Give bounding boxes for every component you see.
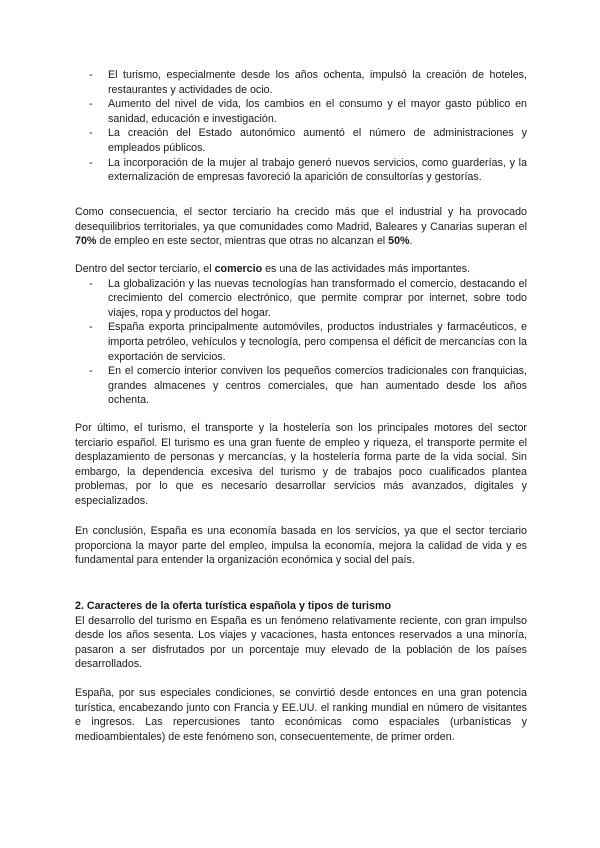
list-item: - La globalización y las nuevas tecnologías han transformado el comercio, destacando el crecimiento del comercio electrónico, que permite comprar por internet, sobre todo viajes, ropa y productos del hogar. xyxy=(108,277,527,321)
paragraph-comercio: Dentro del sector terciario, el comercio es una de las actividades más importantes. - La globalización y las nuevas tecnologías han transformado el comercio, destacando el crecimiento del comercio electrónico, que permite comprar por internet, sobre todo viajes, ropa y productos del hogar. - España exporta principalmente automóviles, productos industriales y farmacéuticos, e importa petróleo, vehículos y tecnología, pero compensa el déficit de mercancías con la exportación de servicios. - En el comercio interior conviven los pequeños comercios tradicionales con franquicias, grandes almacenes y centros comerciales, que han aumentado desde los años ochenta. xyxy=(75,262,527,408)
highlight-70: 70% xyxy=(75,235,97,248)
paragraph-desarrollo: El desarrollo del turismo en España es un fenómeno relativamente reciente, con gran impulso desde los años sesenta. Los viajes y vacaciones, hasta entonces reservados a una minoría, pasaron a ser disfrutados por un porcentaje muy elevado de la población de los países desarrollados. xyxy=(75,614,527,671)
section-heading: 2. Caracteres de la oferta turística española y tipos de turismo xyxy=(75,600,391,612)
list-item: - En el comercio interior conviven los pequeños comercios tradicionales con franquicias, grandes almacenes y centros comerciales, que han aumentado desde los años ochenta. xyxy=(108,364,527,408)
paragraph-turismo: Por último, el turismo, el transporte y la hostelería son los principales motores del sector terciario español. El turismo es una gran fuente de empleo y riqueza, el transporte permite el desplazamiento de personas y mercancías, y la hostelería forma parte de la vida social. Sin embargo, la dependencia excesiva del turismo y de trabajos poco cualificados plantea problemas, por lo que es necesario desarrollar servicios más avanzados, digitales y especializados. xyxy=(75,422,527,507)
list-item: - El turismo, especialmente desde los años ochenta, impulsó la creación de hoteles, restaurantes y actividades de ocio. xyxy=(108,68,527,97)
list-item: - La creación del Estado autonómico aumentó el número de administraciones y empleados públicos. xyxy=(108,126,527,155)
paragraph-consecuencia: Como consecuencia, el sector terciario ha crecido más que el industrial y ha provocado desequilibrios territoriales, ya que comunidades como Madrid, Baleares y Canarias superan el 70% de empleo en este sector, mientras que otras no alcanzan el 50%. xyxy=(75,206,527,248)
highlight-comercio: comercio xyxy=(214,263,263,275)
section-2 xyxy=(75,599,527,672)
bullet-list-causes xyxy=(75,68,527,185)
list-item: - La incorporación de la mujer al trabajo generó nuevos servicios, como guarderías, y la externalización de empresas favoreció la aparición de consultorías y gestorías. xyxy=(108,156,527,185)
list-item: - España exporta principalmente automóviles, productos industriales y farmacéuticos, e importa petróleo, vehículos y tecnología, pero compensa el déficit de mercancías con la exportación de servicios. xyxy=(108,320,527,364)
paragraph-espana: España, por sus especiales condiciones, se convirtió desde entonces en una gran potencia turística, encabezando junto con Francia y EE.UU. el ranking mundial en número de visitantes e ingresos. Las repercusiones tanto económicas como espaciales (urbanísticas y medioambientales) de este fenómeno son, consecuentemente, de primer orden. xyxy=(75,687,527,743)
list-item: - Aumento del nivel de vida, los cambios en el consumo y el mayor gasto público en sanidad, educación e investigación. xyxy=(108,97,527,126)
paragraph-conclusion: En conclusión, España es una economía basada en los servicios, ya que el sector terciario proporciona la mayor parte del empleo, impulsa la economía, mejora la calidad de vida y es fundamental para entender la organización económica y social del país. xyxy=(75,525,527,567)
highlight-50: 50% xyxy=(388,235,410,248)
